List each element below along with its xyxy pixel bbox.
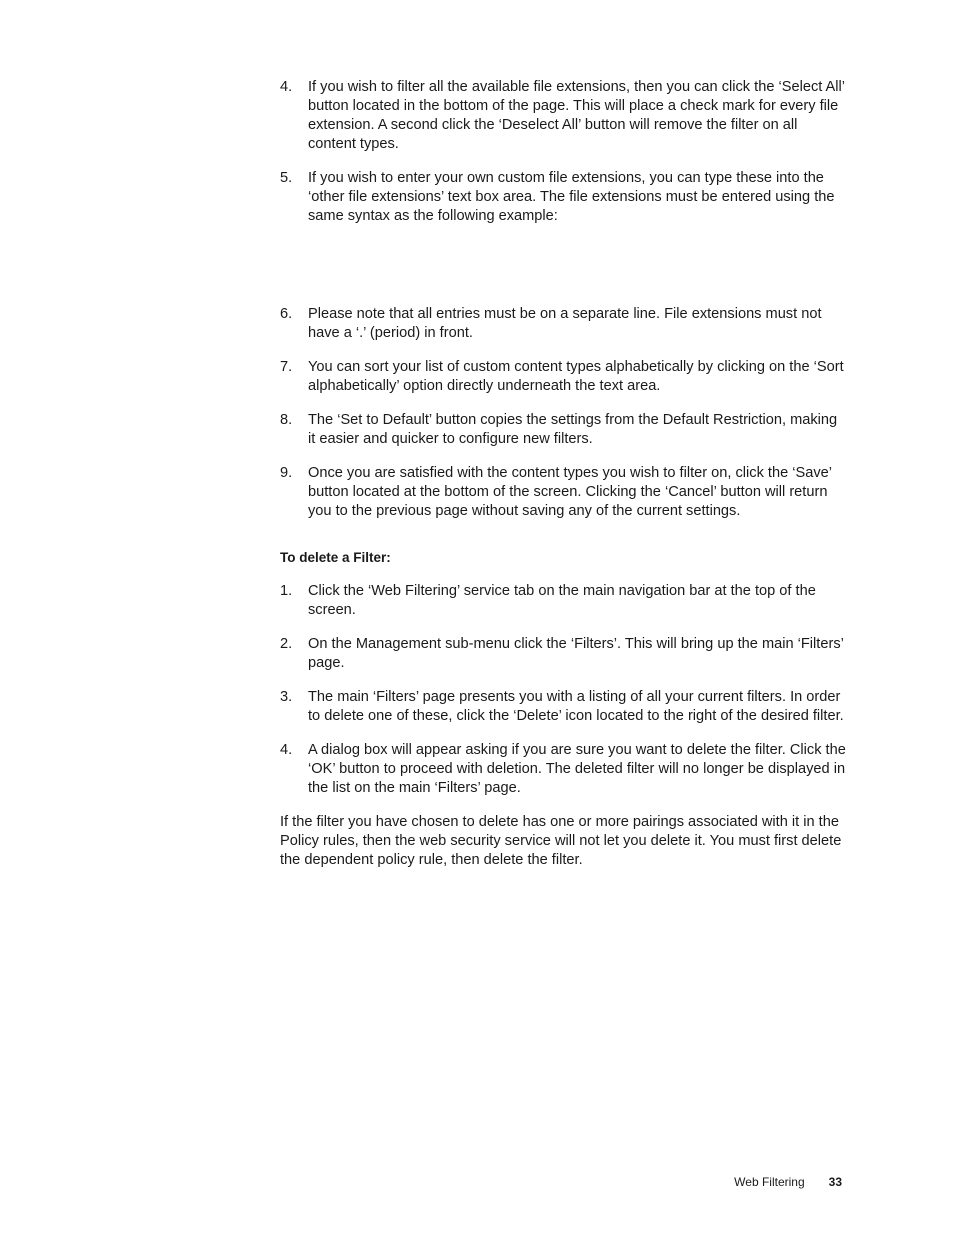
steps-list-part2	[280, 305, 846, 521]
closing-paragraph: If the filter you have chosen to delete has one or more pairings associated with it in the Policy rules, then the web security service will not let you delete it. You must first delete the dependent policy rule, then delete the filter.	[280, 814, 842, 868]
step-number: 2.	[280, 636, 293, 652]
list-item	[280, 305, 846, 343]
step-text: Please note that all entries must be on a separate line. File extensions must not have a ‘.’ (period) in front.	[308, 306, 822, 341]
step-number: 7.	[280, 359, 293, 375]
step-number: 4.	[280, 742, 293, 758]
list-item	[280, 358, 846, 396]
step-text: A dialog box will appear asking if you are sure you want to delete the filter. Click the ‘OK’ button to proceed with deletion. The deleted filter will no longer be displayed in the list on the main ‘Filters’ page.	[308, 742, 846, 796]
step-number: 5.	[280, 170, 293, 186]
step-number: 9.	[280, 465, 293, 481]
step-number: 8.	[280, 412, 293, 428]
step-number: 1.	[280, 583, 293, 599]
page-number: 33	[828, 1175, 842, 1189]
step-text: Click the ‘Web Filtering’ service tab on the main navigation bar at the top of the screen.	[308, 583, 816, 618]
step-text: On the Management sub-menu click the ‘Filters’. This will bring up the main ‘Filters’ page.	[308, 636, 844, 671]
page-body	[280, 78, 846, 870]
step-number: 6.	[280, 306, 293, 322]
page-footer	[734, 1174, 842, 1190]
delete-steps-list	[280, 582, 846, 798]
step-number: 3.	[280, 689, 293, 705]
step-text: You can sort your list of custom content types alphabetically by clicking on the ‘Sort alphabetically’ option directly underneath the text area.	[308, 359, 844, 394]
list-item	[280, 741, 846, 798]
footer-section-name: Web Filtering	[734, 1175, 805, 1189]
list-item	[280, 78, 846, 154]
step-text: The ‘Set to Default’ button copies the settings from the Default Restriction, making it easier and quicker to configure new filters.	[308, 412, 838, 447]
list-item	[280, 635, 846, 673]
list-item	[280, 582, 846, 620]
step-text: Once you are satisfied with the content types you wish to filter on, click the ‘Save’ button located at the bottom of the screen. Clicking the ‘Cancel’ button will return you to the previous page without saving any of the current settings.	[308, 465, 832, 519]
list-item	[280, 464, 846, 521]
list-item	[280, 169, 846, 226]
example-area	[280, 241, 846, 305]
list-item	[280, 688, 846, 726]
section-heading: To delete a Filter:	[280, 550, 391, 565]
step-text: If you wish to enter your own custom file extensions, you can type these into the ‘other file extensions’ text box area. The file extensions must be entered using the same syntax as the following example:	[308, 170, 835, 224]
step-text: The main ‘Filters’ page presents you with a listing of all your current filters. In order to delete one of these, click the ‘Delete’ icon located to the right of the desired filter.	[308, 689, 844, 724]
list-item	[280, 411, 846, 449]
steps-list-part1	[280, 78, 846, 226]
step-text: If you wish to filter all the available file extensions, then you can click the ‘Select All’ button located in the bottom of the page. This will place a check mark for every file extension. A second click the ‘Deselect All’ button will remove the filter on all content types.	[308, 79, 845, 152]
step-number: 4.	[280, 79, 293, 95]
